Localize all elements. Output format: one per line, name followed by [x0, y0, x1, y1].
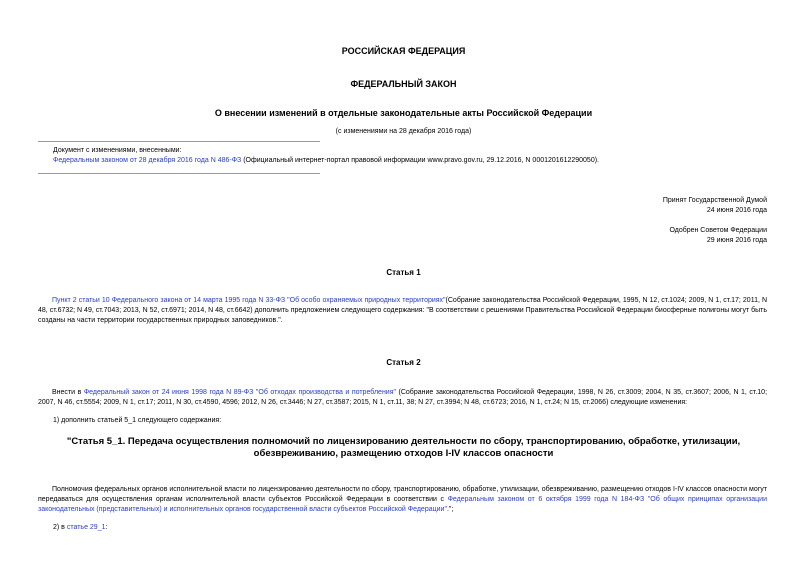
duma-label: Принят Государственной Думой — [662, 197, 767, 204]
article-2-intro-prefix: Внести в — [52, 389, 84, 396]
amending-law-link[interactable]: Федеральным законом от 28 декабря 2016 года N 486-ФЗ — [53, 157, 242, 164]
article-2-intro — [38, 388, 767, 408]
changes-line — [53, 156, 599, 166]
powers-end: ."; — [446, 506, 454, 513]
article-1-text — [38, 296, 767, 326]
changes-label: Документ с изменениями, внесенными: — [53, 147, 182, 154]
article-1-law-link[interactable]: Пункт 2 статьи 10 Федерального закона от 14 марта 1995 года N 33-ФЗ "Об особо охраняемых природных территориях" — [52, 297, 446, 304]
article-1-body: (Собрание законодательства Российской Федерации, 1995, N 12, ст.1024; 2009, N 1, ст.17; 2011, N 48, ст.6732; N 49, ст.7043; 2013, N 52, ст.6971; 2014, N 48, ст.6642) дополнить предложением следующего содержания: "В соответствии с решениями Правительства Российской Федерации биосферные полигоны могут быть созданы на части территории государственных природных заповедников.". — [38, 297, 767, 324]
article-2-intro-body: (Собрание законодательства Российской Федерации, 1998, N 26, ст.3009; 2004, N 35, ст.3607; 2006, N 1, ст.10; 2007, N 46, ст.5554; 2009, N 1, ст.17; 2011, N 30, ст.4590, 4596; 2012, N 26, ст.3446; N 27, ст.3587; 2015, N 1, ст.11, 38; N 27, ст.3994; N 48, ст.6723; 2016, N 1, ст.24; N 15, ст.2066) следующие изменения: — [38, 389, 768, 406]
item-2-prefix: 2) в — [53, 524, 67, 531]
article-29-1-link[interactable]: статье 29_1 — [66, 524, 106, 531]
doc-type-heading: ФЕДЕРАЛЬНЫЙ ЗАКОН — [350, 79, 457, 89]
changes-source: (Официальный интернет-портал правовой информации www.pravo.gov.ru, 29.12.2016, N 0001201612290050). — [241, 157, 599, 164]
page-title: О внесении изменений в отдельные законодательные акты Российской Федерации — [214, 108, 593, 118]
article-2-heading: Статья 2 — [386, 358, 421, 367]
country-heading: РОССИЙСКАЯ ФЕДЕРАЦИЯ — [341, 46, 466, 56]
waste-law-link[interactable]: Федеральный закон от 24 июня 1998 года N 89-ФЗ "Об отходах производства и потребления" — [83, 389, 396, 396]
article-1-heading: Статья 1 — [386, 268, 421, 277]
divider-bottom — [38, 173, 320, 174]
council-label: Одобрен Советом Федерации — [669, 227, 767, 234]
new-article-title: "Статья 5_1. Передача осуществления полномочий по лицензированию деятельности по сбору, транспортированию, обработке, утилизации, обезвреживанию, размещению отходов I-IV классов опасности — [66, 436, 741, 459]
law-184-link[interactable]: Федеральным законом от 6 октября 1999 года N 184-ФЗ "Об общих принципах организации законодательных (представительных) и исполнительных органов государственной власти субъектов Российской Федерации" — [38, 496, 767, 513]
item-2 — [53, 523, 107, 533]
divider-top — [38, 141, 320, 142]
powers-paragraph — [38, 485, 767, 515]
edition-note: (с изменениями на 28 декабря 2016 года) — [335, 128, 472, 135]
powers-text: Полномочия федеральных органов исполнительной власти по лицензированию деятельности по сбору, транспортированию, обработке, утилизации, обезвреживанию, размещению отходов I-IV классов опасности могут передаваться для осуществления органам исполнительной власти субъектов Российской Федерации в соответствии с — [38, 486, 767, 503]
item-2-suffix: : — [105, 524, 108, 531]
duma-date: 24 июня 2016 года — [706, 207, 767, 214]
council-date: 29 июня 2016 года — [706, 237, 767, 244]
item-1: 1) дополнить статьей 5_1 следующего содержания: — [53, 417, 222, 424]
